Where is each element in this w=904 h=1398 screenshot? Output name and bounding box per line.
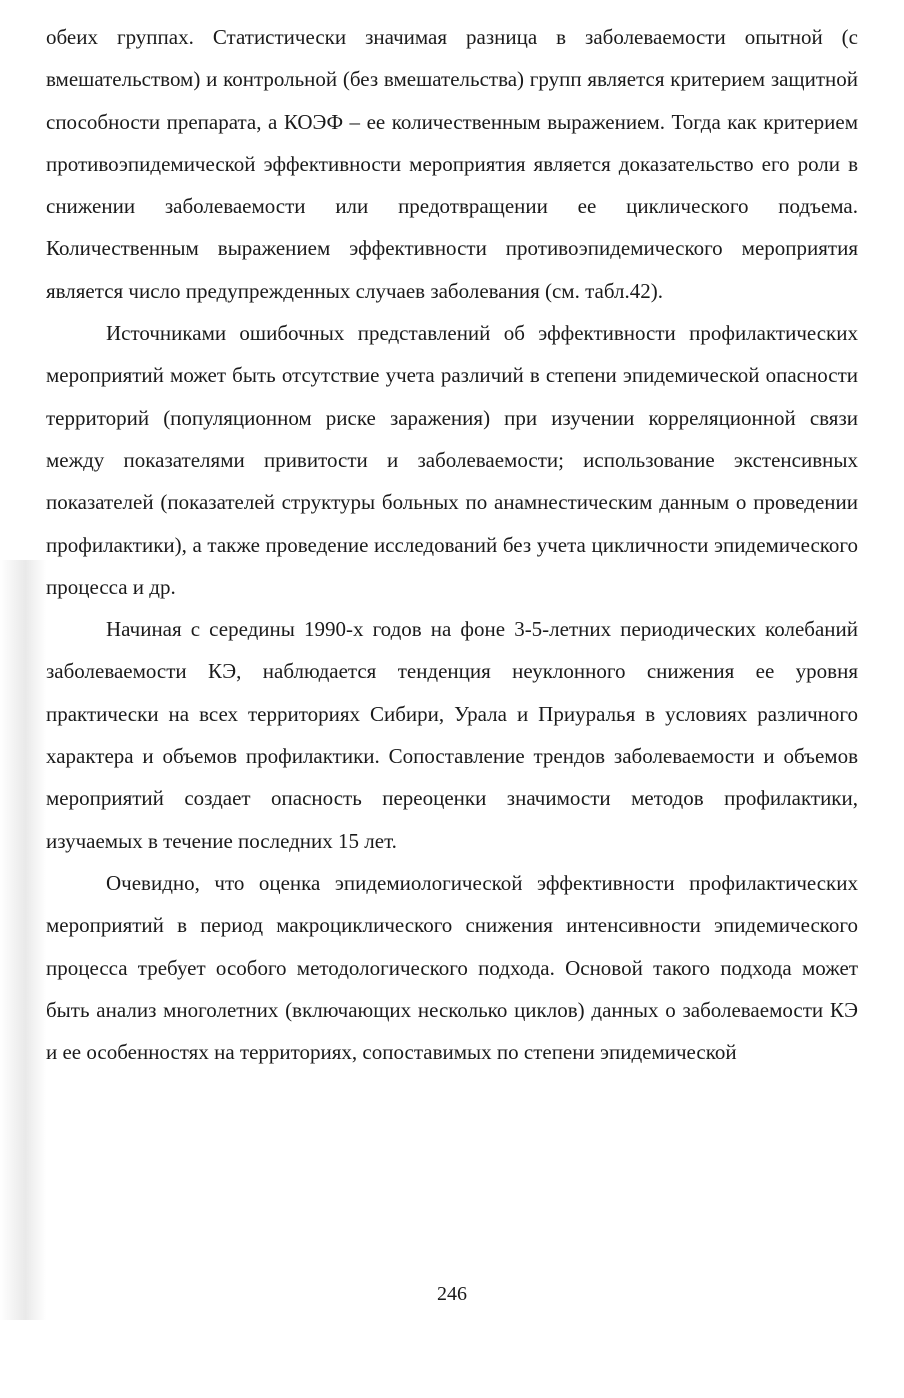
paragraph-3: Начиная с середины 1990-х годов на фоне 3-5-летних периодических колебаний заболеваемости КЭ, наблюдается тенденция неуклонного снижения ее уровня практически на всех территориях Сибири, Урала и Приуралья в условиях различного характера и объемов профилактики. Сопоставление трендов заболеваемости и объемов мероприятий создает опасность переоценки значимости методов профилактики, изучаемых в течение последних 15 лет. <box>46 617 858 853</box>
paragraph-2: Источниками ошибочных представлений об эффективности профилактических мероприятий может быть отсутствие учета различий в степени эпидемической опасности территорий (популяционном риске заражения) при изучении корреляционной связи между показателями привитости и заболеваемости; использование экстенсивных показателей (показателей структуры больных по анамнестическим данным о проведении профилактики), а также проведение исследований без учета цикличности эпидемического процесса и др. <box>46 321 858 599</box>
page-number: 246 <box>437 1283 467 1305</box>
paragraph-4: Очевидно, что оценка эпидемиологической эффективности профилактических мероприятий в период макроциклического снижения интенсивности эпидемического процесса требует особого методологического подхода. Основой такого подхода может быть анализ многолетних (включающих несколько циклов) данных о заболеваемости КЭ и ее особенностях на территориях, сопоставимых по степени эпидемической <box>46 870 858 1065</box>
paragraph-1: обеих группах. Статистически значимая разница в заболеваемости опытной (с вмешательством) и контрольной (без вмешательства) групп является критерием защитной способности препарата, а КОЭФ – ее количественным выражением. Тогда как критерием противоэпидемической эффективности мероприятия является доказательство его роли в снижении заболеваемости или предотвращении ее циклического подъема. Количественным выражением эффективности противоэпидемического мероприятия является число предупрежденных случаев заболевания (см. табл.42). <box>46 25 858 303</box>
body-text <box>46 16 858 1073</box>
binding-shadow <box>0 560 46 1320</box>
